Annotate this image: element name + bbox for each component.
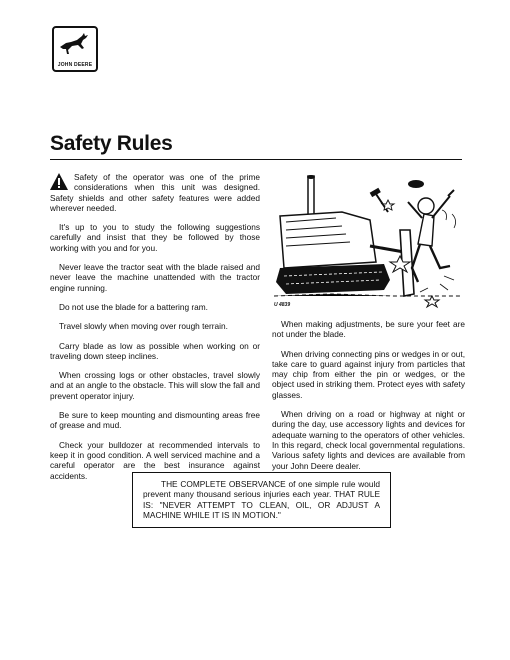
warning-triangle-icon [50, 173, 68, 190]
left-column [50, 172, 260, 490]
john-deere-logo [52, 26, 98, 72]
right-paragraph: When driving connecting pins or wedges in or out, take care to guard against injury from particles that may chip from either the pin or wedges, or the object used in striking them. Protect eyes with safety glasses. [272, 348, 465, 400]
left-paragraph: Check your bulldozer at recommended intervals to keep it in good condition. A well serviced machine and a careful operator are the best insurance against accidents. [50, 439, 260, 481]
notice-text: THE COMPLETE OBSERVANCE of one simple rule would prevent many thousand serious injuries each year. THAT RULE IS: "NEVER ATTEMPT TO CLEAN, OIL, OR ADJUST A MACHINE WHILE IT IS IN MOTION." [143, 479, 380, 521]
illustration-code: U 4839 [274, 302, 291, 308]
left-paragraph: Never leave the tractor seat with the blade raised and never leave the machine unattended with the tractor engine running. [50, 262, 260, 293]
left-paragraph: Do not use the blade for a battering ram. [59, 301, 208, 312]
left-paragraph: Travel slowly when moving over rough terrain. [59, 321, 228, 332]
logo-text: JOHN DEERE [57, 62, 93, 68]
safety-notice-box [132, 472, 391, 528]
right-column [272, 319, 465, 480]
leaping-deer-icon [57, 31, 91, 57]
title-divider [50, 159, 462, 160]
right-paragraph: When making adjustments, be sure your feet are not under the blade. [272, 319, 465, 340]
page-title: Safety Rules [50, 132, 173, 155]
intro-paragraph: Safety of the operator was one of the prime considerations when this unit was designed. Safety shields and other safety features were added wherever needed. [50, 172, 260, 213]
left-paragraph: When crossing logs or other obstacles, travel slowly and at an angle to the obstacle. This will slow the fall and prevent operator injury. [50, 370, 260, 401]
bulldozer-injury-illustration [272, 172, 465, 312]
left-paragraph: Be sure to keep mounting and dismounting areas free of grease and mud. [50, 410, 260, 431]
left-paragraph: Carry blade as low as possible when working on or traveling down steep inclines. [50, 340, 260, 361]
right-paragraph: When driving on a road or highway at night or during the day, use accessory lights and devices for adequate warning to the operators of other vehicles. In this regard, check local governmental regulations. Various safety lights and devices are available from your John Deere dealer. [272, 409, 465, 471]
left-paragraph: It's up to you to study the following suggestions carefully and insist that they be followed by those working with you and for you. [50, 222, 260, 253]
